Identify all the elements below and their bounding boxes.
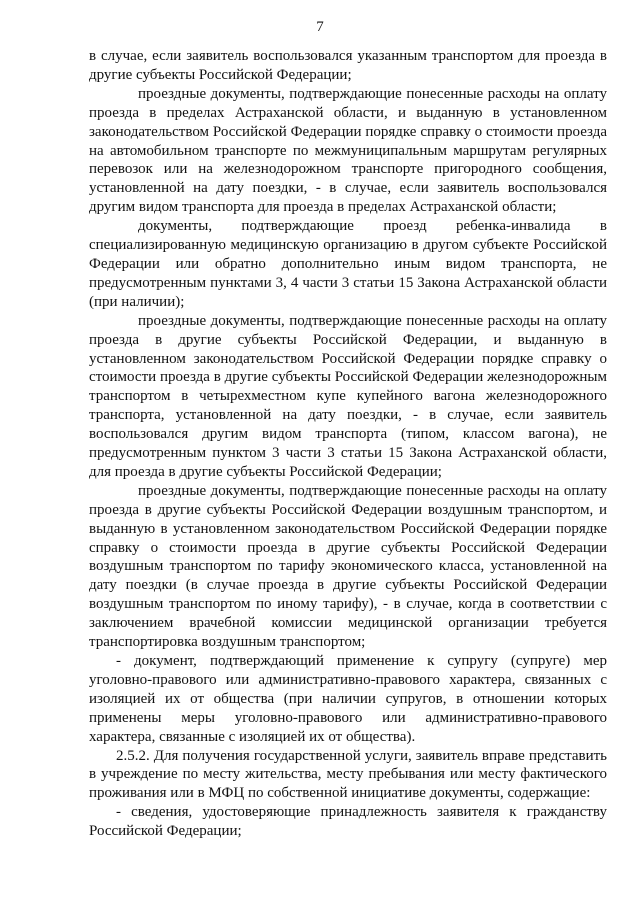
paragraph-transport-other-regions: в случае, если заявитель воспользовался указанным транспортом для проезда в другие субъекты Российской Федерации;	[89, 48, 607, 83]
document-body	[89, 47, 607, 841]
paragraph-child-travel-docs: документы, подтверждающие проезд ребенка-инвалида в специализированную медицинскую организацию в другом субъекте Российской Федерации или обратно дополнительно иным видом транспорта, не предусмотренным пунктами 3, 4 части 3 статьи 15 Закона Астраханской области (при наличии);	[89, 218, 607, 310]
page-number: 7	[316, 19, 324, 35]
paragraph-citizenship-info: - сведения, удостоверяющие принадлежность заявителя к гражданству Российской Федерации;	[89, 804, 607, 840]
paragraph-travel-docs-astrakhan: проездные документы, подтверждающие понесенные расходы на оплату проезда в пределах Астраханской области, и выданную в установленном законодательством Российской Федерации порядке справку о стоимости проезда на автомобильном транспорте по межмуниципальным маршрутам регулярных перевозок или на железнодорожном транспорте пригородного сообщения, установленной на дату поездки, - в случае, если заявитель воспользовался другим видом транспорта для проезда в пределах Астраханской области;	[89, 85, 607, 216]
paragraph-rail-travel-docs: проездные документы, подтверждающие понесенные расходы на оплату проезда в другие субъекты Российской Федерации, и выданную в установленном законодательством Российской Федерации порядке справку о стоимости проезда в другие субъекты Российской Федерации железнодорожным транспортом в четырехместном купе купейного вагона железнодорожного транспорта, установленной на дату поездки, - в случае, если заявитель воспользовался другим видом транспорта (типом, классом вагона), не предусмотренным пунктом 3 части 3 статьи 15 Закона Астраханской области, для проезда в другие субъекты Российской Федерации;	[89, 312, 607, 480]
paragraph-spouse-measures: - документ, подтверждающий применение к супругу (супруге) мер уголовно-правового или административно-правового характера, связанных с изоляцией их от общества (при наличии супругов, в отношении которых применены меры уголовно-правового или административно-правового характера, связанные с изоляцией их от общества).	[89, 653, 607, 745]
paragraph-section-2-5-2: 2.5.2. Для получения государственной услуги, заявитель вправе представить в учреждение по месту жительства, месту пребывания или месту фактического проживания или в МФЦ по собственной инициативе документы, содержащие:	[89, 747, 607, 802]
paragraph-air-travel-docs: проездные документы, подтверждающие понесенные расходы на оплату проезда в другие субъекты Российской Федерации воздушным транспортом, и выданную в установленном законодательством Российской Федерации порядке справку о стоимости проезда в другие субъекты Российской Федерации воздушным транспортом по тарифу экономического класса, установленной на дату поездки (в случае проезда в другие субъекты Российской Федерации воздушным транспортом по иному тарифу), - в случае, когда в соответствии с заключением врачебной комиссии медицинской организации требуется транспортировка воздушным транспортом;	[89, 482, 607, 651]
